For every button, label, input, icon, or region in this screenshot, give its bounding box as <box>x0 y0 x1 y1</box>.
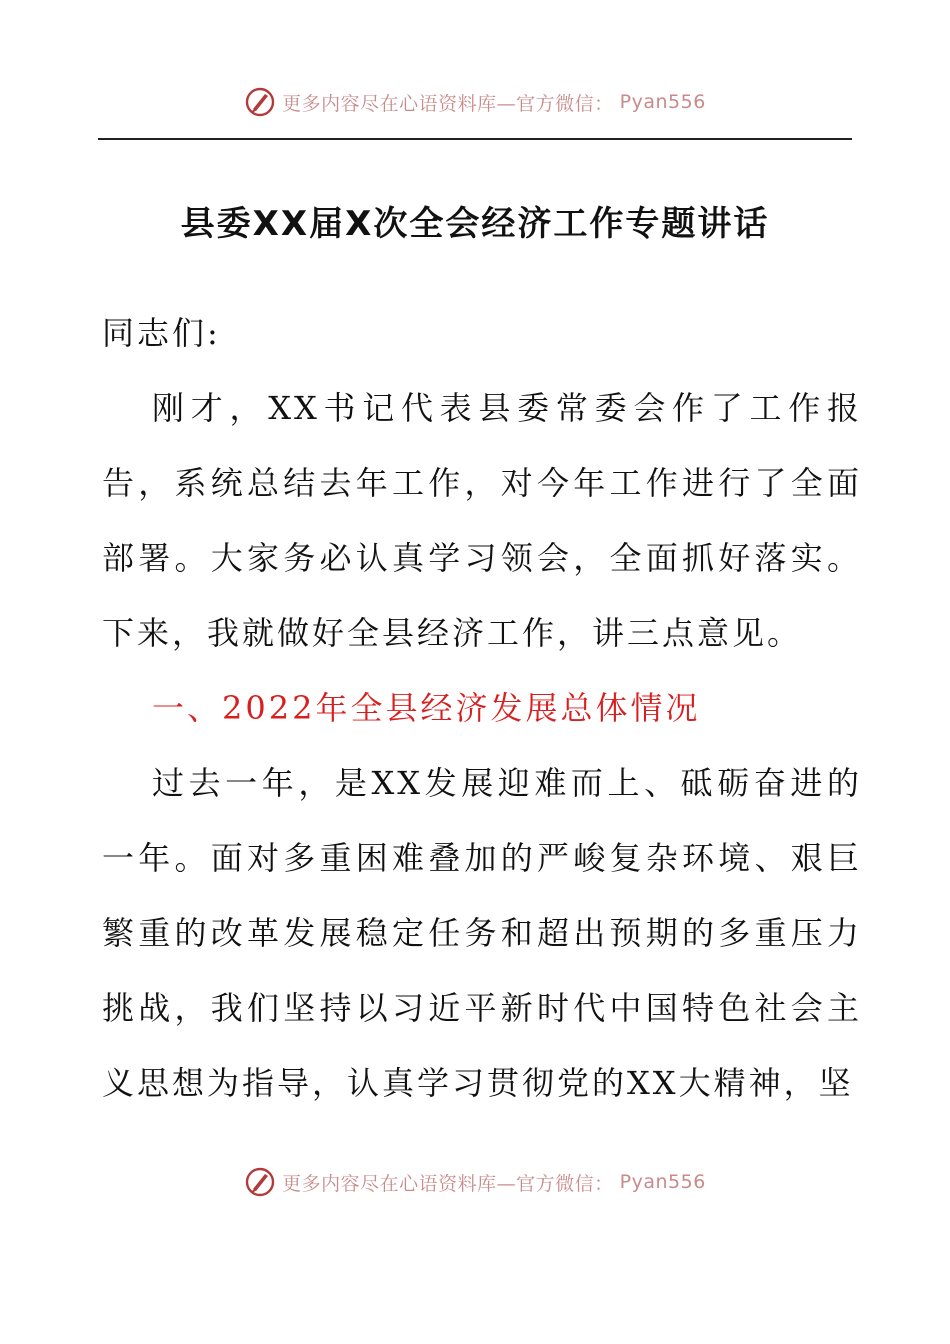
brush-logo-icon <box>244 1166 276 1198</box>
paragraph-review: 过去一年，是XX发展迎难而上、砥砺奋进的一年。面对多重困难叠加的严峻复杂环境、艰巨繁重的改革发展稳定任务和超出预期的多重压力挑战，我们坚持以习近平新时代中国特色社会主义思想为指导，认真学习贯彻党的XX大精神，坚 <box>102 764 862 1102</box>
watermark-wechat-id: Pyan556 <box>619 91 706 113</box>
brush-logo-icon <box>244 86 276 118</box>
salutation: 同志们: <box>102 314 221 352</box>
paragraph-intro: 刚才，XX书记代表县委常委会作了工作报告，系统总结去年工作，对今年工作进行了全面部署。大家务必认真学习领会，全面抓好落实。下来，我就做好全县经济工作，讲三点意见。 <box>102 389 862 652</box>
footer-watermark <box>0 1166 950 1198</box>
watermark-text: 更多内容尽在心语资料库—官方微信： <box>282 92 614 115</box>
header-watermark <box>0 86 950 118</box>
header-divider <box>98 138 852 140</box>
document-title: 县委XX届X次全会经济工作专题讲话 <box>180 204 770 244</box>
section-heading-1: 一、2022年全县经济发展总体情况 <box>152 689 701 727</box>
watermark-wechat-id: Pyan556 <box>619 1171 706 1193</box>
watermark-text: 更多内容尽在心语资料库—官方微信： <box>282 1172 614 1195</box>
document-body <box>102 296 862 1121</box>
